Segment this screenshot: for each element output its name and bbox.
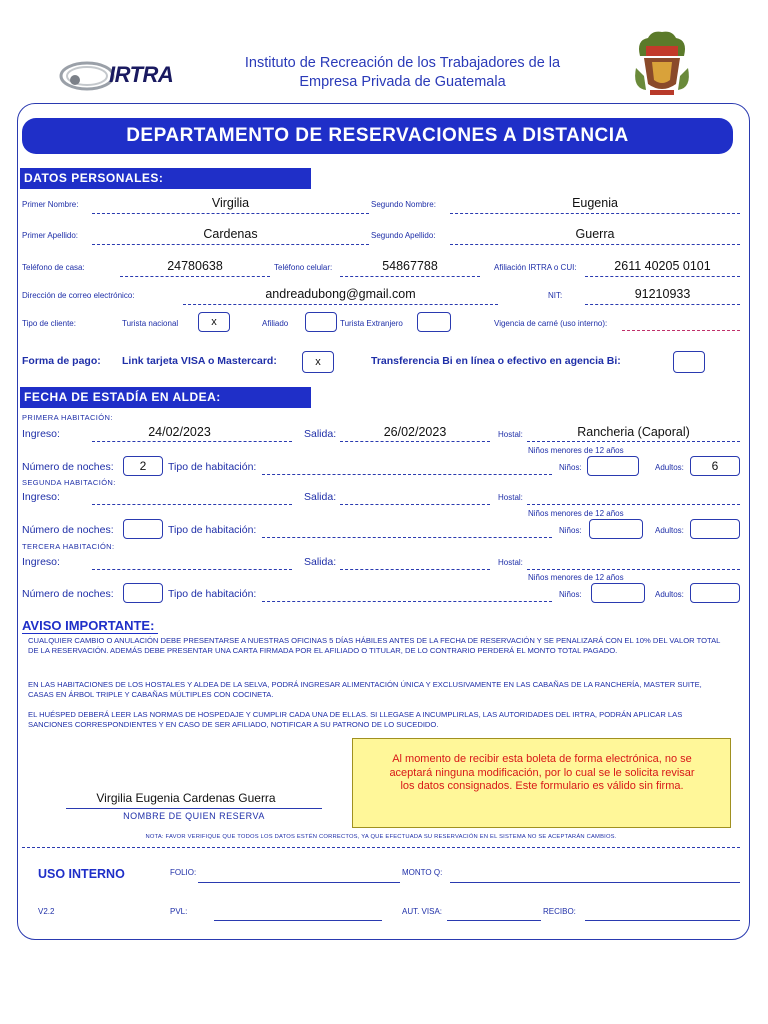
room-3-salida-label: Salida:	[304, 556, 337, 568]
turista-nacional-checkbox[interactable]: x	[198, 312, 230, 332]
room-1-ninos-label: Niños:	[559, 463, 582, 472]
irtra-logo	[45, 58, 190, 94]
vigencia-label: Vigencia de carné (uso interno):	[494, 319, 608, 328]
aviso-paragraph-2: EN LAS HABITACIONES DE LOS HOSTALES Y ALDEA DE LA SELVA, PODRÁ INGRESAR ALIMENTACIÓN ÚNICA Y EXCLUSIVAMENTE EN LAS CABAÑAS DE LA RANCHERÍA, MASTER SUITE, CASAS EN ÁRBOL TRIPLE Y CABAÑAS MÚLTIPLES CON COCINETA.	[28, 680, 702, 699]
room-1-ninos-menores-label: Niños menores de 12 años	[528, 446, 624, 455]
segundo-nombre-field[interactable]: Eugenia	[572, 196, 618, 210]
uso-interno-title: USO INTERNO	[38, 867, 125, 881]
form-title: DEPARTAMENTO DE RESERVACIONES A DISTANCIA	[22, 118, 733, 154]
afiliado-checkbox[interactable]	[305, 312, 337, 332]
forma-pago-label: Forma de pago:	[22, 355, 101, 367]
email-field[interactable]: andreadubong@gmail.com	[265, 287, 416, 301]
version-label: V2.2	[38, 907, 55, 916]
room-1-salida-line	[340, 441, 490, 442]
room-3-ninos-field[interactable]	[591, 583, 645, 603]
logo-text: IRTRA	[109, 62, 174, 87]
transferencia-label: Transferencia Bi en línea o efectivo en agencia Bi:	[371, 355, 621, 367]
room-3-salida-line	[340, 569, 490, 570]
room-2-title: SEGUNDA HABITACIÓN:	[22, 478, 116, 487]
room-1-salida-label: Salida:	[304, 428, 337, 440]
room-2-adultos-field[interactable]	[690, 519, 740, 539]
room-3-ninos-label: Niños:	[559, 590, 582, 599]
room-3-ninos-menores-label: Niños menores de 12 años	[528, 573, 624, 582]
signature-line	[66, 808, 322, 809]
tipo-cliente-label: Tipo de cliente:	[22, 319, 76, 328]
room-2-tipo-line	[262, 537, 552, 538]
room-1-ninos-field[interactable]	[587, 456, 639, 476]
primer-apellido-line	[92, 244, 369, 245]
segundo-apellido-line	[450, 244, 740, 245]
folio-line	[198, 882, 400, 883]
room-1-hostal-label: Hostal:	[498, 430, 523, 439]
institute-name	[200, 54, 605, 92]
nota-text: NOTA: FAVOR VERIFIQUE QUE TODOS LOS DATOS ESTÉN CORRECTOS, YA QUE EFECTUADA SU RESERVACIÓN EN EL SISTEMA NO SE ACEPTARÁN CAMBIOS.	[145, 834, 617, 840]
room-1-adultos-field[interactable]: 6	[690, 456, 740, 476]
room-1-ingreso-label: Ingreso:	[22, 428, 60, 440]
institute-line-2: Empresa Privada de Guatemala	[299, 74, 506, 90]
aut-visa-label: AUT. VISA:	[402, 907, 443, 916]
room-3-hostal-line	[527, 569, 740, 570]
room-1-adultos-label: Adultos:	[655, 463, 684, 472]
room-3-ingreso-line	[92, 569, 292, 570]
room-2-adultos-label: Adultos:	[655, 526, 684, 535]
email-label: Dirección de correo electrónico:	[22, 291, 135, 300]
room-2-salida-line	[340, 504, 490, 505]
room-1-ingreso-field[interactable]: 24/02/2023	[148, 425, 211, 439]
room-1-tipo-label: Tipo de habitación:	[168, 461, 257, 473]
room-3-hostal-label: Hostal:	[498, 558, 523, 567]
nit-field[interactable]: 91210933	[634, 287, 691, 301]
room-1-hostal-line	[527, 441, 740, 442]
room-3-tipo-line	[262, 601, 552, 602]
room-2-ninos-field[interactable]	[589, 519, 643, 539]
pvl-label: PVL:	[170, 907, 188, 916]
link-visa-label: Link tarjeta VISA o Mastercard:	[122, 355, 277, 367]
room-1-tipo-line	[262, 474, 552, 475]
uso-interno-divider	[22, 847, 740, 848]
aviso-title: AVISO IMPORTANTE:	[22, 618, 158, 634]
room-1-noches-label: Número de noches:	[22, 461, 114, 473]
primer-nombre-label: Primer Nombre:	[22, 200, 79, 209]
primer-apellido-label: Primer Apellido:	[22, 231, 79, 240]
monto-line	[450, 882, 740, 883]
primer-nombre-line	[92, 213, 369, 214]
segundo-nombre-label: Segundo Nombre:	[371, 200, 436, 209]
segundo-apellido-field[interactable]: Guerra	[575, 227, 615, 241]
room-3-noches-field[interactable]	[123, 583, 163, 603]
room-3-adultos-field[interactable]	[690, 583, 740, 603]
link-visa-checkbox[interactable]: x	[302, 351, 334, 373]
room-2-ingreso-line	[92, 504, 292, 505]
segundo-nombre-line	[450, 213, 740, 214]
institute-line-1: Instituto de Recreación de los Trabajadores de la	[244, 55, 561, 71]
room-2-hostal-line	[527, 504, 740, 505]
room-1-title: PRIMERA HABITACIÓN:	[22, 413, 113, 422]
aviso-paragraph-3: EL HUÉSPED DEBERÁ LEER LAS NORMAS DE HOSPEDAJE Y CUMPLIR CADA UNA DE ELLAS. SI LLEGASE A INCUMPLIRLAS, LAS AUTORIDADES DEL IRTRA, PODRÁN APLICAR LAS SANCIONES CORRESPONDIENTES Y EN CASO DE SER AFILIADO, NOTIFICAR A SU PATRONO DE LO SUCEDIDO.	[28, 710, 683, 729]
room-2-salida-label: Salida:	[304, 491, 337, 503]
room-3-noches-label: Número de noches:	[22, 588, 114, 600]
email-line	[183, 304, 498, 305]
section-fecha-estadia: FECHA DE ESTADÍA EN ALDEA:	[20, 387, 311, 408]
room-3-adultos-label: Adultos:	[655, 590, 684, 599]
vigencia-line	[622, 330, 740, 331]
afiliacion-field[interactable]: 2611 40205 0101	[614, 259, 711, 273]
telefono-casa-field[interactable]: 24780638	[167, 259, 223, 273]
afiliacion-label: Afiliación IRTRA o CUI:	[494, 263, 577, 272]
turista-nacional-label: Turista nacional	[122, 319, 179, 328]
room-2-ingreso-label: Ingreso:	[22, 491, 60, 503]
room-1-hostal-field[interactable]: Rancheria (Caporal)	[577, 425, 690, 439]
nit-line	[585, 304, 740, 305]
signature-label: NOMBRE DE QUIEN RESERVA	[123, 811, 265, 821]
room-2-tipo-label: Tipo de habitación:	[168, 524, 257, 536]
room-2-noches-field[interactable]	[123, 519, 163, 539]
transferencia-checkbox[interactable]	[673, 351, 705, 373]
telefono-celular-field[interactable]: 54867788	[382, 259, 438, 273]
primer-apellido-field[interactable]: Cardenas	[203, 227, 258, 241]
telefono-celular-line	[340, 276, 480, 277]
room-2-ninos-label: Niños:	[559, 526, 582, 535]
room-2-noches-label: Número de noches:	[22, 524, 114, 536]
folio-label: FOLIO:	[170, 868, 197, 877]
room-1-noches-field[interactable]: 2	[123, 456, 163, 476]
telefono-casa-label: Teléfono de casa:	[22, 263, 85, 272]
recibo-line	[585, 920, 740, 921]
crest-emblem	[632, 28, 692, 100]
room-2-hostal-label: Hostal:	[498, 493, 523, 502]
pvl-line	[214, 920, 382, 921]
aut-visa-line	[447, 920, 541, 921]
telefono-celular-label: Teléfono celular:	[274, 263, 333, 272]
monto-label: MONTO Q:	[402, 868, 443, 877]
segundo-apellido-label: Segundo Apellido:	[371, 231, 436, 240]
room-2-ninos-menores-label: Niños menores de 12 años	[528, 509, 624, 518]
primer-nombre-field[interactable]: Virgilia	[211, 196, 250, 210]
section-datos-personales: DATOS PERSONALES:	[20, 168, 311, 189]
signature-name[interactable]: Virgilia Eugenia Cardenas Guerra	[96, 791, 276, 805]
recibo-label: RECIBO:	[543, 907, 576, 916]
room-1-salida-field[interactable]: 26/02/2023	[383, 425, 447, 439]
room-3-ingreso-label: Ingreso:	[22, 556, 60, 568]
room-3-tipo-label: Tipo de habitación:	[168, 588, 257, 600]
nit-label: NIT:	[548, 291, 563, 300]
turista-extranjero-label: Turista Extranjero	[340, 319, 403, 328]
turista-extranjero-checkbox[interactable]	[417, 312, 451, 332]
room-1-ingreso-line	[92, 441, 292, 442]
aviso-paragraph-1: CUALQUIER CAMBIO O ANULACIÓN DEBE PRESENTARSE A NUESTRAS OFICINAS 5 DÍAS HÁBILES ANTES DE LA FECHA DE RESERVACIÓN Y SE PENALIZARÁ CON EL 10% DEL VALOR TOTAL DE LA RESERVACIÓN. ADEMÁS DEBE PRESENTAR UNA CARTA FIRMADA POR EL AFILIADO O TITULAR, DE LO CONTRARIO PERDERÁ EL MONTO TOTAL PAGADO.	[28, 636, 721, 655]
telefono-casa-line	[120, 276, 270, 277]
afiliacion-line	[585, 276, 740, 277]
room-3-title: TERCERA HABITACIÓN:	[22, 542, 115, 551]
notice-box	[352, 738, 731, 828]
afiliado-label: Afiliado	[262, 319, 289, 328]
notice-text: Al momento de recibir esta boleta de forma electrónica, no se aceptará ninguna modificación, por lo cual se le solicita revisar los datos consignados. Este formulario es válido sin firma.	[389, 753, 695, 792]
